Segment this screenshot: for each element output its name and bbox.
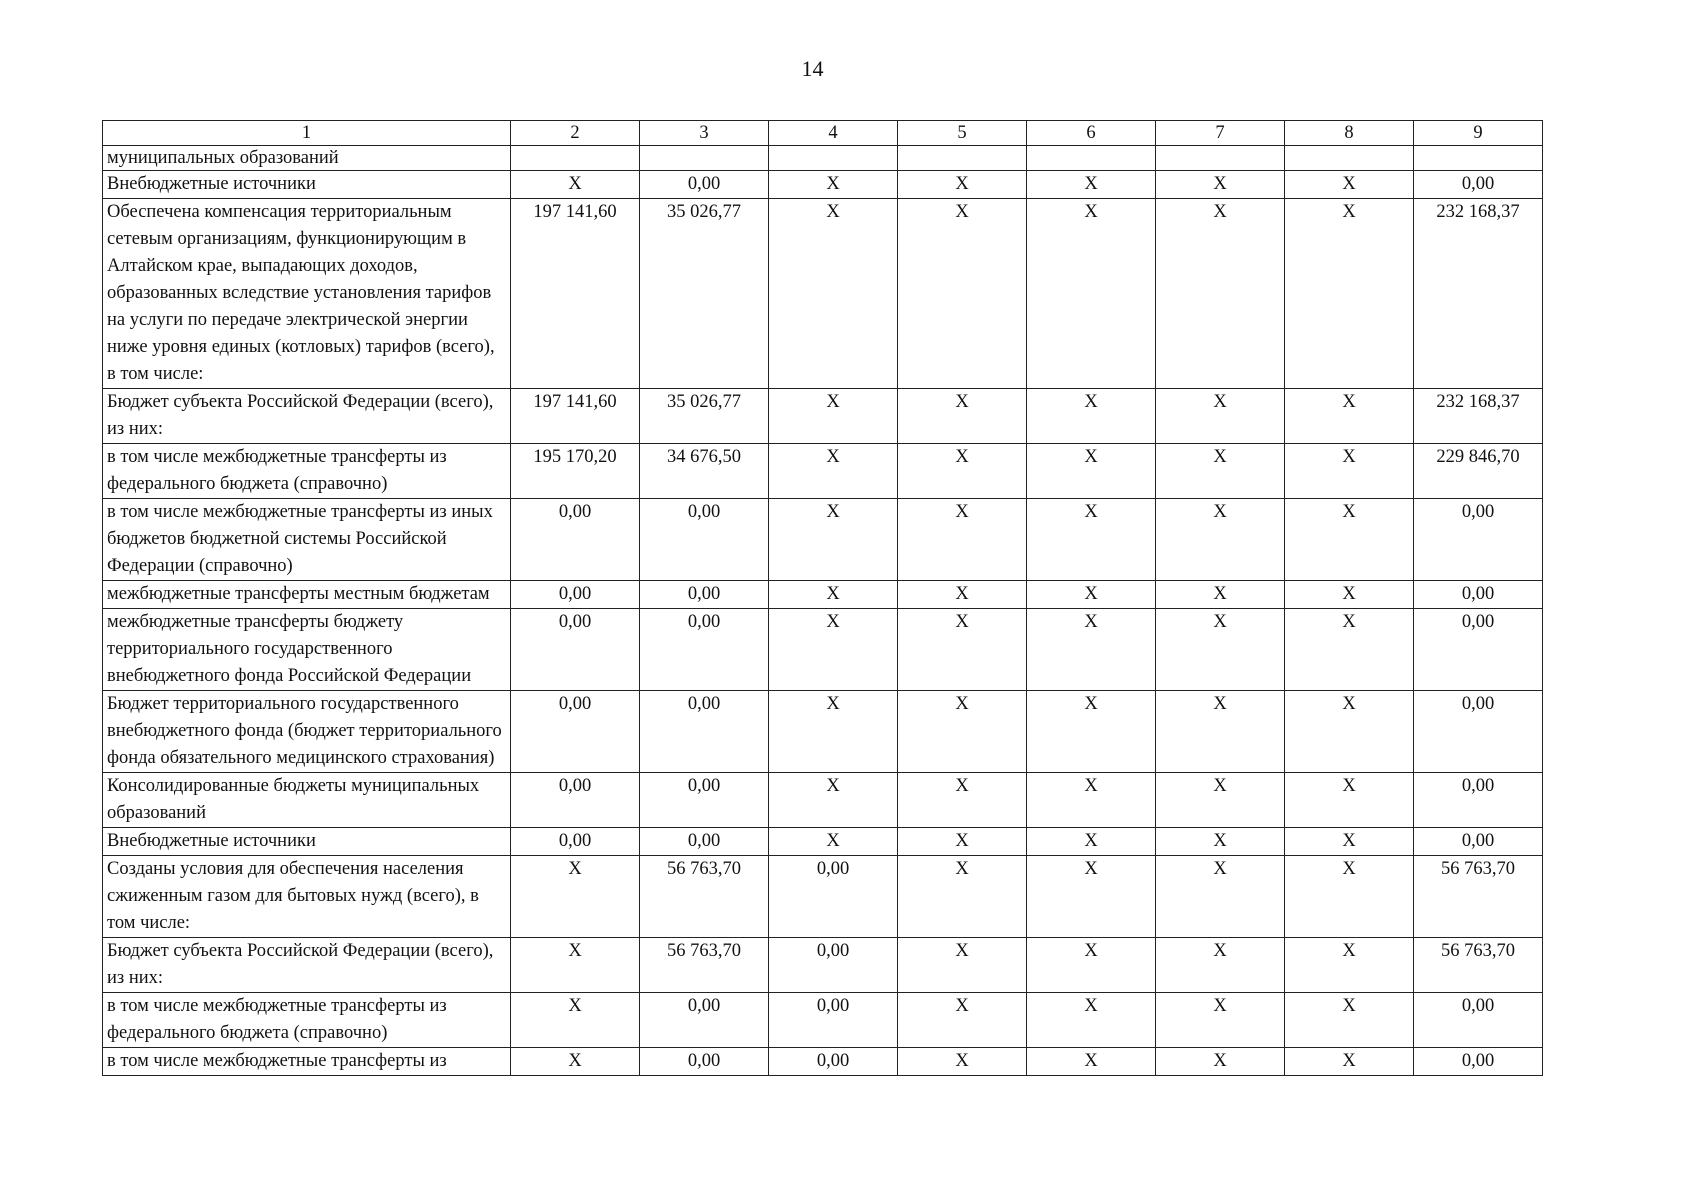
cell-col-6: X — [1027, 444, 1156, 499]
cell-col-6 — [1027, 146, 1156, 171]
column-number-9: 9 — [1414, 121, 1543, 146]
row-label: Консолидированные бюджеты муниципальных образований — [103, 773, 511, 828]
cell-col-9: 0,00 — [1414, 609, 1543, 691]
row-label: Бюджет территориального государственного внебюджетного фонда (бюджет территориального фонда обязательного медицинского страхования) — [103, 691, 511, 773]
cell-col-7: X — [1156, 609, 1285, 691]
cell-col-9: 232 168,37 — [1414, 389, 1543, 444]
cell-col-9: 0,00 — [1414, 499, 1543, 581]
cell-col-9 — [1414, 146, 1543, 171]
cell-col-9: 0,00 — [1414, 1048, 1543, 1076]
cell-col-5: X — [898, 773, 1027, 828]
cell-col-2: X — [511, 1048, 640, 1076]
column-number-6: 6 — [1027, 121, 1156, 146]
cell-col-8: X — [1285, 609, 1414, 691]
cell-col-2: 0,00 — [511, 773, 640, 828]
cell-col-3: 0,00 — [640, 691, 769, 773]
column-number-5: 5 — [898, 121, 1027, 146]
column-number-row — [103, 121, 1543, 146]
table-row — [103, 499, 1543, 581]
cell-col-9: 0,00 — [1414, 828, 1543, 856]
table-header — [103, 121, 1543, 146]
cell-col-4: X — [769, 691, 898, 773]
table-row — [103, 828, 1543, 856]
cell-col-9: 56 763,70 — [1414, 938, 1543, 993]
cell-col-9: 0,00 — [1414, 171, 1543, 199]
cell-col-4 — [769, 146, 898, 171]
cell-col-5: X — [898, 828, 1027, 856]
cell-col-2: 195 170,20 — [511, 444, 640, 499]
cell-col-8: X — [1285, 581, 1414, 609]
cell-col-3 — [640, 146, 769, 171]
table-row — [103, 856, 1543, 938]
cell-col-4: 0,00 — [769, 1048, 898, 1076]
cell-col-3: 56 763,70 — [640, 938, 769, 993]
row-label: Бюджет субъекта Российской Федерации (всего), из них: — [103, 389, 511, 444]
cell-col-7: X — [1156, 773, 1285, 828]
cell-col-8: X — [1285, 199, 1414, 389]
cell-col-3: 0,00 — [640, 581, 769, 609]
table-row — [103, 1048, 1543, 1076]
cell-col-2 — [511, 146, 640, 171]
cell-col-5: X — [898, 199, 1027, 389]
cell-col-2: 0,00 — [511, 691, 640, 773]
cell-col-9: 232 168,37 — [1414, 199, 1543, 389]
cell-col-2: 0,00 — [511, 828, 640, 856]
cell-col-8: X — [1285, 828, 1414, 856]
cell-col-8: X — [1285, 773, 1414, 828]
cell-col-6: X — [1027, 993, 1156, 1048]
cell-col-5 — [898, 146, 1027, 171]
cell-col-7: X — [1156, 828, 1285, 856]
cell-col-7: X — [1156, 171, 1285, 199]
cell-col-6: X — [1027, 691, 1156, 773]
cell-col-7: X — [1156, 499, 1285, 581]
cell-col-5: X — [898, 856, 1027, 938]
row-label: в том числе межбюджетные трансферты из федерального бюджета (справочно) — [103, 993, 511, 1048]
cell-col-4: 0,00 — [769, 856, 898, 938]
table-row — [103, 146, 1543, 171]
cell-col-9: 0,00 — [1414, 581, 1543, 609]
cell-col-7: X — [1156, 993, 1285, 1048]
cell-col-4: X — [769, 199, 898, 389]
table-body — [103, 146, 1543, 1076]
cell-col-4: 0,00 — [769, 938, 898, 993]
row-label: в том числе межбюджетные трансферты из иных бюджетов бюджетной системы Российской Федерации (справочно) — [103, 499, 511, 581]
cell-col-2: 0,00 — [511, 581, 640, 609]
cell-col-6: X — [1027, 171, 1156, 199]
cell-col-3: 0,00 — [640, 828, 769, 856]
cell-col-3: 35 026,77 — [640, 389, 769, 444]
table-row — [103, 389, 1543, 444]
column-number-2: 2 — [511, 121, 640, 146]
row-label: Созданы условия для обеспечения населения сжиженным газом для бытовых нужд (всего), в том числе: — [103, 856, 511, 938]
cell-col-9: 229 846,70 — [1414, 444, 1543, 499]
cell-col-2: 0,00 — [511, 609, 640, 691]
cell-col-2: X — [511, 993, 640, 1048]
cell-col-4: X — [769, 609, 898, 691]
cell-col-5: X — [898, 1048, 1027, 1076]
cell-col-4: X — [769, 828, 898, 856]
cell-col-8: X — [1285, 993, 1414, 1048]
cell-col-3: 34 676,50 — [640, 444, 769, 499]
row-label: муниципальных образований — [103, 146, 511, 171]
cell-col-6: X — [1027, 609, 1156, 691]
cell-col-3: 0,00 — [640, 499, 769, 581]
column-number-4: 4 — [769, 121, 898, 146]
row-label: Бюджет субъекта Российской Федерации (всего), из них: — [103, 938, 511, 993]
cell-col-7: X — [1156, 1048, 1285, 1076]
cell-col-5: X — [898, 938, 1027, 993]
cell-col-7: X — [1156, 691, 1285, 773]
table-row — [103, 444, 1543, 499]
cell-col-9: 0,00 — [1414, 993, 1543, 1048]
cell-col-6: X — [1027, 828, 1156, 856]
cell-col-2: X — [511, 856, 640, 938]
cell-col-5: X — [898, 171, 1027, 199]
cell-col-7 — [1156, 146, 1285, 171]
row-label: Внебюджетные источники — [103, 171, 511, 199]
row-label: в том числе межбюджетные трансферты из федерального бюджета (справочно) — [103, 444, 511, 499]
cell-col-7: X — [1156, 938, 1285, 993]
cell-col-5: X — [898, 609, 1027, 691]
cell-col-4: X — [769, 499, 898, 581]
cell-col-7: X — [1156, 444, 1285, 499]
cell-col-3: 56 763,70 — [640, 856, 769, 938]
cell-col-6: X — [1027, 1048, 1156, 1076]
cell-col-2: X — [511, 938, 640, 993]
cell-col-6: X — [1027, 856, 1156, 938]
table-row — [103, 609, 1543, 691]
cell-col-3: 0,00 — [640, 1048, 769, 1076]
cell-col-9: 0,00 — [1414, 691, 1543, 773]
cell-col-8: X — [1285, 691, 1414, 773]
cell-col-2: 197 141,60 — [511, 199, 640, 389]
table-row — [103, 938, 1543, 993]
cell-col-8: X — [1285, 499, 1414, 581]
column-number-1: 1 — [103, 121, 511, 146]
table-row — [103, 581, 1543, 609]
page-number: 14 — [801, 56, 824, 81]
cell-col-8: X — [1285, 856, 1414, 938]
row-label: межбюджетные трансферты местным бюджетам — [103, 581, 511, 609]
cell-col-5: X — [898, 581, 1027, 609]
cell-col-4: X — [769, 171, 898, 199]
column-number-8: 8 — [1285, 121, 1414, 146]
cell-col-2: X — [511, 171, 640, 199]
cell-col-6: X — [1027, 389, 1156, 444]
cell-col-9: 0,00 — [1414, 773, 1543, 828]
cell-col-9: 56 763,70 — [1414, 856, 1543, 938]
cell-col-8: X — [1285, 938, 1414, 993]
cell-col-5: X — [898, 691, 1027, 773]
cell-col-3: 35 026,77 — [640, 199, 769, 389]
row-label: в том числе межбюджетные трансферты из — [103, 1048, 511, 1076]
cell-col-3: 0,00 — [640, 773, 769, 828]
cell-col-8: X — [1285, 389, 1414, 444]
cell-col-8 — [1285, 146, 1414, 171]
column-number-3: 3 — [640, 121, 769, 146]
row-label: Обеспечена компенсация территориальным сетевым организациям, функционирующим в Алтайском крае, выпадающих доходов, образованных вследствие установления тарифов на услуги по передаче электрической энергии ниже уровня единых (котловых) тарифов (всего), в том числе: — [103, 199, 511, 389]
cell-col-7: X — [1156, 581, 1285, 609]
cell-col-3: 0,00 — [640, 171, 769, 199]
column-number-7: 7 — [1156, 121, 1285, 146]
cell-col-5: X — [898, 499, 1027, 581]
cell-col-4: X — [769, 581, 898, 609]
cell-col-4: X — [769, 389, 898, 444]
cell-col-4: X — [769, 444, 898, 499]
cell-col-7: X — [1156, 389, 1285, 444]
cell-col-8: X — [1285, 1048, 1414, 1076]
table-row — [103, 691, 1543, 773]
cell-col-3: 0,00 — [640, 609, 769, 691]
cell-col-8: X — [1285, 444, 1414, 499]
row-label: Внебюджетные источники — [103, 828, 511, 856]
cell-col-4: 0,00 — [769, 993, 898, 1048]
table-row — [103, 993, 1543, 1048]
cell-col-5: X — [898, 389, 1027, 444]
table-row — [103, 171, 1543, 199]
cell-col-6: X — [1027, 581, 1156, 609]
cell-col-5: X — [898, 993, 1027, 1048]
cell-col-5: X — [898, 444, 1027, 499]
cell-col-7: X — [1156, 199, 1285, 389]
cell-col-7: X — [1156, 856, 1285, 938]
budget-table — [102, 120, 1543, 1076]
cell-col-2: 0,00 — [511, 499, 640, 581]
cell-col-6: X — [1027, 199, 1156, 389]
cell-col-6: X — [1027, 499, 1156, 581]
table-row — [103, 773, 1543, 828]
cell-col-3: 0,00 — [640, 993, 769, 1048]
row-label: межбюджетные трансферты бюджету территориального государственного внебюджетного фонда Российской Федерации — [103, 609, 511, 691]
cell-col-4: X — [769, 773, 898, 828]
table-row — [103, 199, 1543, 389]
cell-col-8: X — [1285, 171, 1414, 199]
cell-col-6: X — [1027, 938, 1156, 993]
cell-col-6: X — [1027, 773, 1156, 828]
cell-col-2: 197 141,60 — [511, 389, 640, 444]
